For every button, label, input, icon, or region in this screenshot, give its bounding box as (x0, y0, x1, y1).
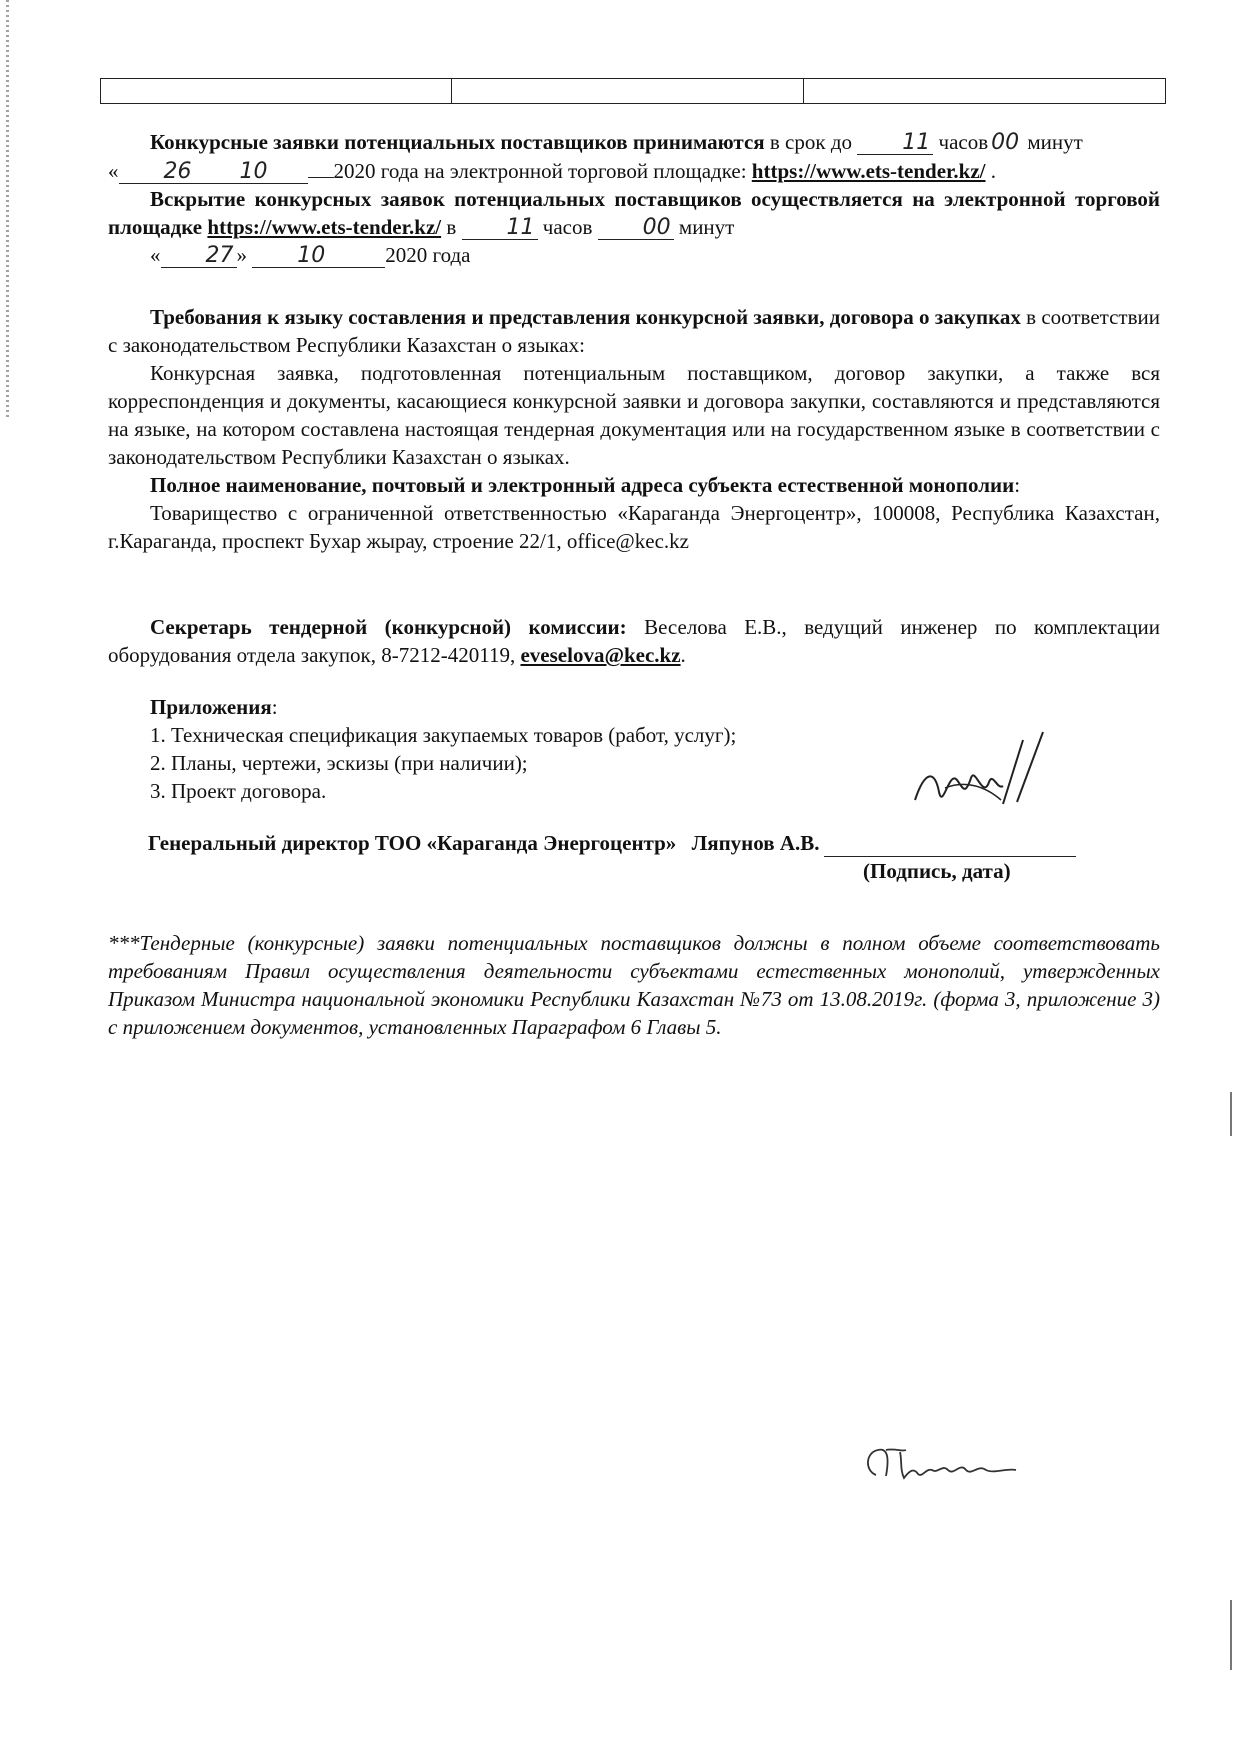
submission-end: . (985, 159, 997, 183)
entity-colon: : (1014, 473, 1021, 497)
quote-open: « (108, 159, 119, 183)
submission-paragraph (108, 128, 1160, 185)
footnote: ***Тендерные (конкурсные) заявки потенциальных поставщиков должны в полном объеме соответствовать требованиям Правил осуществления деятельности субъектами естественных монополий, утвержденных Приказом Министра национальной экономики Республики Казахстан №73 от 13.08.2019г. (форма 3, приложение 3) с приложением документов, установленных Параграфом 6 Главы 5. (108, 931, 1160, 1039)
header-table-cell (101, 79, 452, 104)
scan-edge-artifact (6, 0, 9, 420)
secretary-paragraph (108, 613, 1160, 669)
language-heading-paragraph (108, 303, 1160, 359)
opening-hours-word: часов (537, 215, 598, 239)
entity-heading-paragraph (108, 471, 1160, 499)
opening-year-text: 2020 года (385, 243, 471, 267)
language-heading-tail: в соответствии с законодательством Республики Казахстан о языках: (108, 305, 1160, 357)
scan-mark (1230, 1092, 1232, 1136)
header-table-cell (803, 79, 1165, 104)
scan-mark (1230, 1600, 1232, 1670)
opening-lead: Вскрытие конкурсных заявок потенциальных поставщиков осуществляется на электронной торговой площадке (108, 187, 1160, 239)
header-table-cell (452, 79, 803, 104)
opening-quote-open: « (150, 243, 161, 267)
appendices-heading (108, 693, 1160, 721)
opening-quote-close: » (236, 243, 247, 267)
language-heading: Требования к языку составления и представления конкурсной заявки, договора о закупках (150, 305, 1021, 329)
director-signature-image (905, 730, 1055, 820)
secretary-end: . (680, 643, 686, 667)
secretary-text: Веселова Е.В., ведущий инженер по комплектации оборудования отдела закупок, 8-7212-420119, (108, 615, 1160, 667)
appendices-title: Приложения (150, 695, 272, 719)
header-table (100, 78, 1166, 104)
opening-paragraph (108, 185, 1160, 269)
minutes-word: минут (1022, 130, 1083, 154)
hours-word: часов (933, 130, 989, 154)
appendices-colon: : (271, 695, 278, 719)
handwritten-opening-minute: 00 (598, 217, 674, 240)
secretary-label: Секретарь тендерной (конкурсной) комиссии: (150, 615, 627, 639)
signature-name: Ляпунов А.В. (691, 831, 820, 855)
secretary-email-link[interactable]: eveselova@kec.kz (520, 643, 681, 667)
submission-text: в срок до (764, 130, 858, 154)
signature-title: Генеральный директор ТОО «Караганда Энергоцентр» (148, 831, 677, 855)
handwritten-opening-day: 27 (161, 245, 237, 268)
appendix-item: 3. Проект договора. (150, 779, 327, 803)
signature-line (108, 829, 1160, 857)
submission-year-text: 2020 года на электронной торговой площадке: (333, 159, 752, 183)
signature-field (824, 834, 1076, 857)
handwritten-opening-hour: 11 (462, 217, 538, 240)
entity-heading: Полное наименование, почтовый и электронный адреса субъекта естественной монополии (150, 473, 1015, 497)
submission-url-link[interactable]: https://www.ets-tender.kz/ (751, 159, 986, 183)
entity-body: Товарищество с ограниченной ответственностью «Караганда Энергоцентр», 100008, Республика Казахстан, г.Караганда, проспект Бухар жырау, строение 22/1, office@kec.kz (108, 501, 1160, 553)
handwritten-day: 26 (119, 161, 195, 184)
appendix-item: 1. Техническая спецификация закупаемых товаров (работ, услуг); (150, 723, 737, 747)
opening-in-word: в (441, 215, 462, 239)
handwritten-minute: 00 (991, 130, 1020, 155)
handwritten-hour: 11 (857, 132, 933, 155)
handwritten-month: 10 (195, 161, 308, 184)
submission-lead: Конкурсные заявки потенциальных поставщиков принимаются (150, 130, 765, 154)
handwritten-initial-signature (856, 1440, 1026, 1490)
handwritten-opening-month: 10 (252, 245, 385, 268)
appendix-item: 2. Планы, чертежи, эскизы (при наличии); (150, 751, 528, 775)
opening-url-link[interactable]: https://www.ets-tender.kz/ (207, 215, 442, 239)
document-body (108, 128, 1160, 1041)
signature-caption: (Подпись, дата) (863, 859, 1011, 883)
language-body: Конкурсная заявка, подготовленная потенциальным поставщиком, договор закупки, а также вся корреспонденция и документы, касающиеся конкурсной заявки и договора закупки, составляются и представляются на языке, на котором составлена настоящая тендерная документация или на государственном языке в соответствии с законодательством Республики Казахстан о языках. (108, 361, 1160, 469)
opening-minutes-word: минут (673, 215, 735, 239)
